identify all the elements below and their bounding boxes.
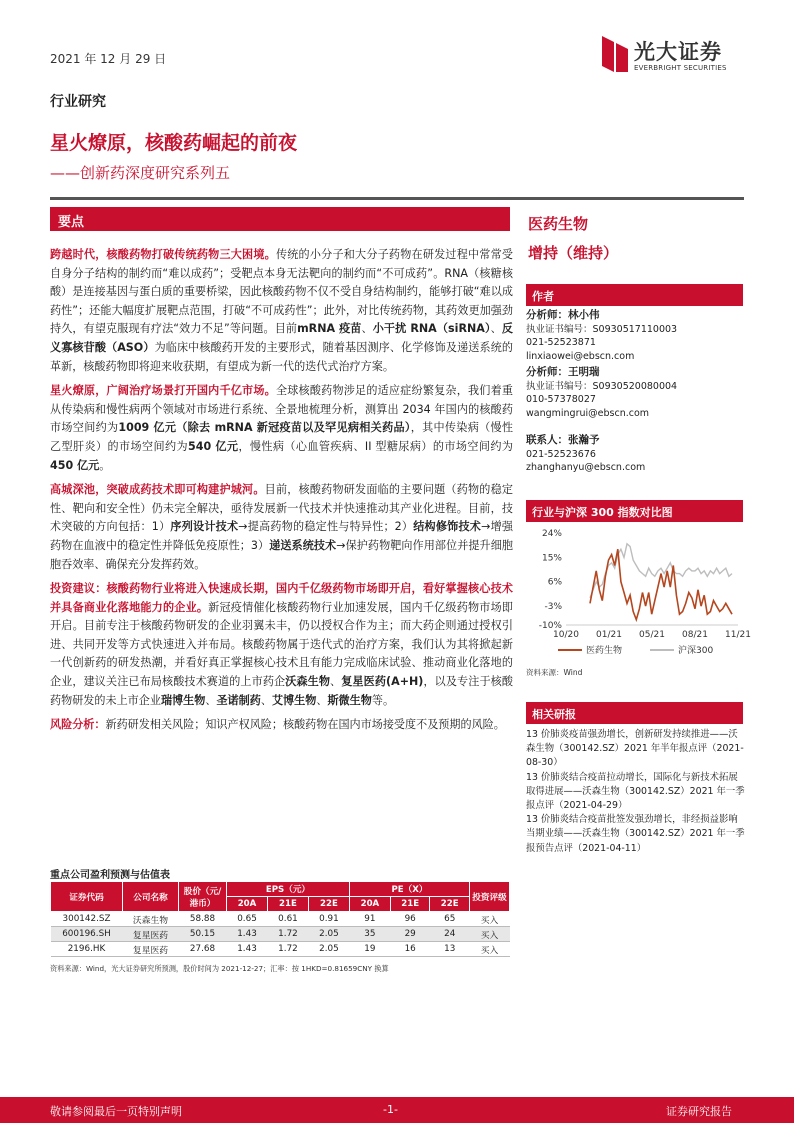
analyst-email[interactable]: wangmingrui@ebscn.com: [526, 407, 650, 419]
table-row: [51, 912, 510, 927]
report-date: 2021 年 12 月 29 日: [50, 52, 167, 66]
cell-eps: 2.05: [308, 942, 349, 957]
cell-name: 复星医药: [123, 927, 179, 942]
text-run: →增强药物在血液中的稳定性并降低免疫原性；3）: [50, 520, 513, 552]
forecast-table: [50, 881, 510, 957]
cell-pe: 16: [390, 942, 430, 957]
bold-run: 瑞博生物: [160, 693, 206, 707]
x-tick-label: 05/21: [639, 630, 665, 640]
text-run: 、: [490, 322, 502, 336]
authors-header: 作者: [526, 284, 743, 306]
cell-price: 58.88: [179, 912, 227, 927]
research-item[interactable]: 13 价肺炎疫苗强劲增长，创新研发持续推进——沃森生物（300142.SZ）2021 年半年报点评（2021-08-30）: [526, 729, 744, 769]
x-tick-label: 01/21: [596, 630, 622, 640]
series-line-csi300: [590, 544, 732, 598]
contact-email[interactable]: zhanghanyu@ebscn.com: [526, 462, 646, 473]
cell-eps: 2.05: [308, 927, 349, 942]
paragraph-risk: [50, 716, 513, 735]
cell-rating: 买入: [470, 912, 510, 927]
page-footer: [0, 1097, 794, 1123]
cell-name: 复星医药: [123, 942, 179, 957]
col-pe-21e: 21E: [390, 897, 430, 912]
text-run: 、: [330, 675, 342, 689]
research-header: 相关研报: [526, 702, 743, 724]
text-run: 目前，核酸药物研发面临的主要问题（药物的稳定性、靶向和安全性）仍未完全解决，亟待发展新一代技术并快速推动其产业化进程。目前，技术突破的方向包括：1）: [50, 483, 513, 534]
legend-label-healthcare: 医药生物: [586, 646, 623, 656]
series-line-healthcare: [590, 549, 732, 619]
spacer: [526, 420, 746, 434]
text-run: 、: [260, 693, 272, 707]
authors-block: [526, 309, 746, 475]
col-eps-20a: 20A: [227, 897, 268, 912]
text-run: 等。: [371, 693, 395, 707]
cell-eps: 1.72: [268, 942, 309, 957]
cell-pe: 24: [430, 927, 470, 942]
brand-logo-icon: [598, 34, 630, 74]
paragraph-lead: 跨越时代，核酸药物打破传统药物三大困境。: [50, 248, 276, 261]
col-name: 公司名称: [123, 882, 179, 912]
cell-eps: 1.43: [227, 927, 268, 942]
text-run: 全球核酸药物涉足的适应症纷繁复杂，我们着重从传染病和慢性病两个领域对市场进行系统、全景地梳理分析，测算出 2034 年国内的核酸药市场空间约为: [50, 384, 513, 435]
sector-name: 医药生物: [528, 215, 589, 233]
related-research-list: [526, 728, 746, 856]
analyst-email[interactable]: linxiaowei@ebscn.com: [526, 350, 635, 362]
text-run: 传统的小分子和大分子药物在研发过程中常常受自身分子结构的制约而“难以成药”；受靶点本身无法靶向的制约而“不可成药”。RNA（核糖核酸）是连接基因与蛋白质的重要桥梁，因此核酸药物不仅不受自身结构制约，能够打破“难以成药性”；还能大幅度扩展靶点范围，打破“不可成药性”；此外，对比传统药物，其药效更加强劲持久，有望克服现有疗法“效力不足”等问题。目前: [50, 248, 513, 336]
text-run: →保护药物靶向作用部位并提升细胞胞吞效率、确保充分发挥药效。: [50, 538, 513, 571]
chart-header: 行业与沪深 300 指数对比图: [526, 500, 743, 522]
analyst-phone: 021-52523871: [526, 337, 596, 348]
cell-pe: 35: [349, 927, 390, 942]
col-rating: 投资评级: [470, 882, 510, 912]
cell-price: 27.68: [179, 942, 227, 957]
key-points-body: [50, 246, 513, 737]
text-run: ，其中传染病（慢性乙型肝炎）的市场空间约为: [50, 421, 513, 453]
paragraph-breakthrough: [50, 246, 513, 376]
research-item[interactable]: 13 价肺炎结合疫苗拉动增长，国际化与新技术拓展取得进展——沃森生物（300142.SZ）2021 年一季报点评（2021-04-29）: [526, 771, 745, 812]
col-eps-21e: 21E: [268, 897, 309, 912]
page-number: -1-: [383, 1103, 398, 1116]
cell-code: 600196.SH: [51, 927, 123, 942]
contact-name: 联系人：张瀚予: [526, 434, 600, 446]
report-title: 星火燎原，核酸药崛起的前夜: [50, 132, 298, 154]
bold-run: 450 亿元: [50, 458, 100, 472]
report-category: 行业研究: [50, 94, 106, 110]
bold-run: 序列设计技术: [170, 520, 239, 534]
research-item[interactable]: 13 价肺炎结合疫苗批签发强劲增长，非经损益影响当期业绩——沃森生物（300142.SZ）2021 年一季报预告点评（2021-04-11）: [526, 814, 745, 854]
chart-svg: [526, 523, 751, 663]
bold-run: 小干扰 RNA（siRNA）: [372, 322, 491, 336]
cell-rating: 买入: [470, 942, 510, 957]
cell-eps: 1.43: [227, 942, 268, 957]
text-run: ，以及专注于核酸药物研发的未上市企业: [50, 675, 513, 707]
bold-run: 540 亿元: [188, 439, 239, 453]
col-pe: PE（X）: [349, 882, 469, 897]
analyst-phone: 010-57378027: [526, 394, 596, 405]
text-run: 、: [316, 693, 328, 707]
brand-name-cn: 光大证券: [634, 40, 722, 64]
paragraph-market: [50, 382, 513, 475]
brand-logo: [598, 34, 748, 78]
cell-eps: 0.61: [268, 912, 309, 927]
x-tick-label: 11/21: [725, 630, 751, 640]
paragraph-investment: [50, 580, 513, 710]
sector-rating: 增持（维持）: [528, 244, 619, 262]
cell-pe: 29: [390, 927, 430, 942]
x-tick-label: 08/21: [682, 630, 708, 640]
cell-eps: 0.91: [308, 912, 349, 927]
text-run: 为临床中核酸药开发的主要形式，随着基因测序、化学修饰及递送系统的革新，核酸药物即将迎来收获期，有望成为新一代的迭代式治疗方案。: [50, 340, 513, 373]
cell-rating: 买入: [470, 927, 510, 942]
col-pe-22e: 22E: [430, 897, 470, 912]
header-divider: [50, 197, 744, 200]
cell-price: 50.15: [179, 927, 227, 942]
analyst-cert: 执业证书编号：S0930520080004: [526, 380, 678, 392]
cell-pe: 91: [349, 912, 390, 927]
cell-eps: 1.72: [268, 927, 309, 942]
col-eps: EPS（元）: [227, 882, 350, 897]
paragraph-lead: 风险分析：: [50, 718, 106, 732]
paragraph-lead: 星火燎原，广阔治疗场景打开国内千亿市场。: [50, 384, 276, 398]
analyst-cert: 执业证书编号：S0930517110003: [526, 323, 678, 335]
table-title: 重点公司盈利预测与估值表: [50, 870, 170, 881]
cell-code: 300142.SZ: [51, 912, 123, 927]
cell-code: 2196.HK: [51, 942, 123, 957]
x-tick-label: 10/20: [553, 630, 579, 640]
footer-report-type: 证券研究报告: [666, 1105, 732, 1118]
y-tick-label: -10%: [538, 621, 562, 631]
contact-phone: 021-52523676: [526, 448, 596, 460]
bold-run: 1009 亿元（除去 mRNA 新冠疫苗以及罕见病相关药品）: [118, 421, 411, 435]
cell-eps: 0.65: [227, 912, 268, 927]
key-points-header: 要点: [50, 207, 510, 231]
text-run: ，慢性病（心血管疾病、II 型糖尿病）的市场空间约为: [238, 439, 513, 453]
col-price: 股价（元/港币）: [179, 882, 227, 912]
y-tick-label: 24%: [541, 529, 562, 539]
text-run: 新药研发相关风险；知识产权风险；核酸药物在国内市场接受度不及预期的风险。: [105, 718, 505, 732]
chart-source: 资料来源：Wind: [526, 668, 583, 677]
legend-label-csi300: 沪深300: [678, 646, 714, 656]
bold-run: 斯微生物: [327, 693, 372, 707]
bold-run: 递送系统技术: [269, 538, 337, 552]
table-source-note: 资料来源：Wind，光大证券研究所预测，股价时间为 2021-12-27；汇率：按 1HKD=0.81659CNY 换算: [50, 964, 389, 973]
table-row: [51, 927, 510, 942]
text-run: 。: [99, 458, 111, 472]
text-run: 新冠疫情催化核酸药物行业加速发展，国内千亿级药物市场即开启。目前专注于核酸药物研发的企业羽翼未丰，仍以授权合作为主；而大药企则通过授权引进、共同开发等方式快速进入并布局。核酸药物属于迭代式的治疗方案，我们认为其将掀起新一代创新药的研发热潮，并看好真正掌握核心技术且有能力完成临床试验、推动商业化落地的企业，建议关注已布局核酸技术赛道的上市药企: [50, 600, 513, 689]
col-code: 证券代码: [51, 882, 123, 912]
cell-pe: 13: [430, 942, 470, 957]
cell-pe: 19: [349, 942, 390, 957]
col-pe-20a: 20A: [349, 897, 390, 912]
text-run: 、: [205, 693, 217, 707]
cell-name: 沃森生物: [123, 912, 179, 927]
footer-disclaimer-link[interactable]: 敬请参阅最后一页特别声明: [50, 1105, 182, 1118]
bold-run: 圣诺制药: [216, 693, 261, 707]
bold-run: 沃森生物: [285, 675, 331, 689]
paragraph-technology: [50, 481, 513, 574]
analyst-name: 分析师：王明瑞: [526, 366, 600, 378]
report-subtitle: ——创新药深度研究系列五: [50, 164, 231, 182]
cell-pe: 96: [390, 912, 430, 927]
text-run: 、: [361, 322, 373, 336]
bold-run: 结构修饰技术: [413, 520, 482, 534]
bold-run: 反义寡核苷酸（ASO）: [50, 322, 513, 354]
bold-run: 艾博生物: [271, 693, 317, 707]
paragraph-lead: 投资建议：核酸药物行业将进入快速成长期，国内千亿级药物市场即开启，看好掌握核心技术并具备商业化落地能力的企业。: [50, 582, 513, 614]
table-row: [51, 942, 510, 957]
y-tick-label: -3%: [544, 602, 562, 613]
bold-run: mRNA 疫苗: [297, 322, 362, 336]
paragraph-lead: 高城深池，突破成药技术即可构建护城河。: [50, 483, 265, 497]
y-tick-label: 15%: [541, 553, 562, 564]
text-run: →提高药物的稳定性与特异性；2）: [238, 520, 414, 534]
bold-run: 复星医药(A+H): [341, 675, 424, 689]
analyst-name: 分析师：林小伟: [526, 309, 600, 321]
index-comparison-chart: [526, 523, 751, 663]
brand-name-en: EVERBRIGHT SECURITIES: [634, 64, 727, 72]
cell-pe: 65: [430, 912, 470, 927]
y-tick-label: 6%: [547, 577, 562, 588]
col-eps-22e: 22E: [308, 897, 349, 912]
